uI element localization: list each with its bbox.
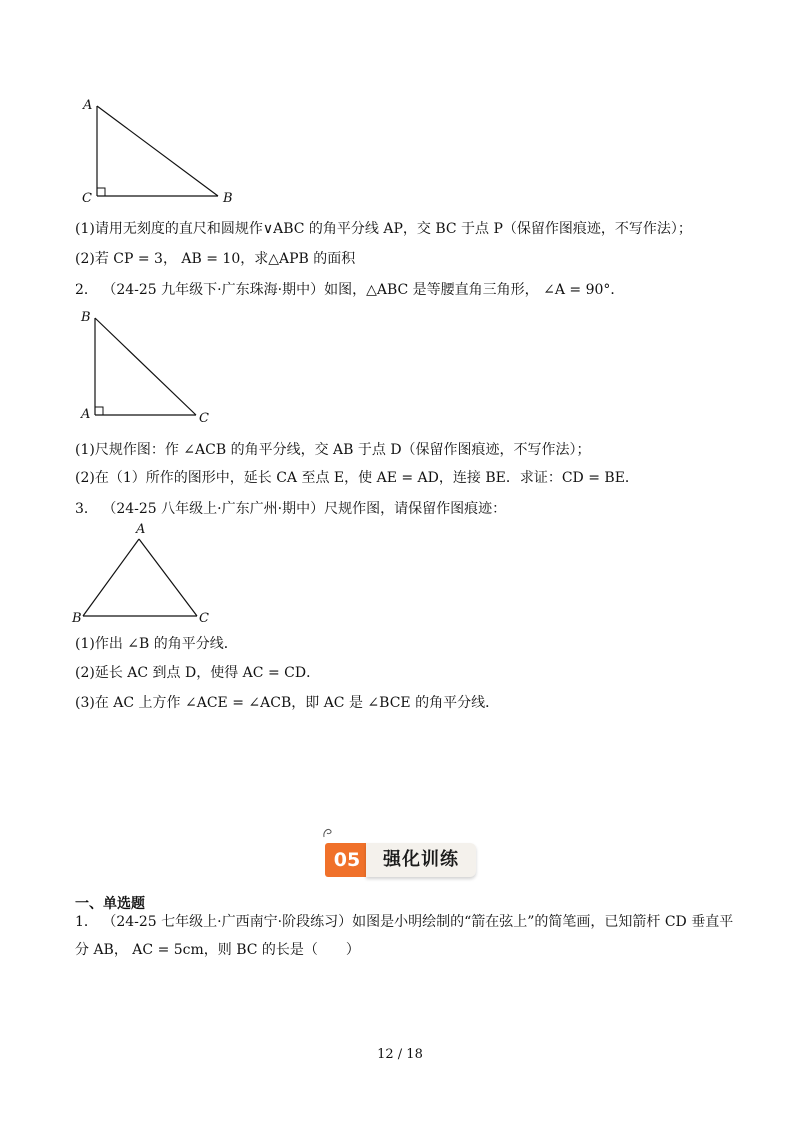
vertex-label: C: [199, 411, 209, 426]
problem-3-part-3: (3)在 AC 上方作 ∠ACE = ∠ACB，即 AC 是 ∠BCE 的角平分线．: [75, 695, 500, 711]
problem-2-stem: 2． （24-25 九年级下·广东珠海·期中）如图，△ABC 是等腰直角三角形， ∠A = 90°．: [75, 282, 625, 298]
problem-2-part-2: (2)在（1）所作的图形中，延长 CA 至点 E，使 AE = AD，连接 BE．求证：CD = BE．: [75, 470, 639, 486]
vertex-label: C: [199, 611, 209, 626]
vertex-label: B: [72, 611, 82, 626]
vertex-label: B: [81, 310, 91, 325]
problem-1-part-1: (1)请用无刻度的直尺和圆规作∨ABC 的角平分线 AP，交 BC 于点 P（保留作图痕迹，不写作法）；: [75, 221, 692, 237]
figure-1-right-triangle: [78, 96, 238, 210]
problem-2-part-1: (1)尺规作图：作 ∠ACB 的角平分线，交 AB 于点 D（保留作图痕迹，不写作法）；: [75, 442, 591, 458]
vertex-label: A: [83, 98, 93, 113]
figure-3-triangle: [70, 518, 220, 628]
question-1-line-1: 1． （24-25 七年级上·广西南宁·阶段练习）如图是小明绘制的“箭在弦上”的简笔画，已知箭杆 CD 垂直平: [75, 914, 734, 930]
problem-3-part-2: (2)延长 AC 到点 D，使得 AC = CD．: [75, 665, 321, 681]
problem-3-part-1: (1)作出 ∠B 的角平分线．: [75, 636, 238, 652]
vertex-label: A: [136, 522, 146, 537]
figure-2-right-triangle: [78, 306, 218, 426]
section-number-badge: 05: [325, 843, 369, 877]
section-title: 强化训练: [366, 843, 476, 877]
vertex-label: A: [81, 407, 91, 422]
decoration-icon: [321, 826, 335, 840]
question-1-line-2: 分 AB， AC = 5cm，则 BC 的长是（ ）: [75, 942, 360, 958]
problem-1-part-2: (2)若 CP = 3， AB = 10，求△APB 的面积: [75, 251, 356, 267]
section-heading: 一、单选题: [75, 896, 145, 912]
page-number: 12 / 18: [377, 1047, 423, 1062]
vertex-label: C: [82, 191, 92, 206]
vertex-label: B: [223, 191, 233, 206]
problem-3-stem: 3． （24-25 八年级上·广东广州·期中）尺规作图，请保留作图痕迹：: [75, 501, 507, 517]
